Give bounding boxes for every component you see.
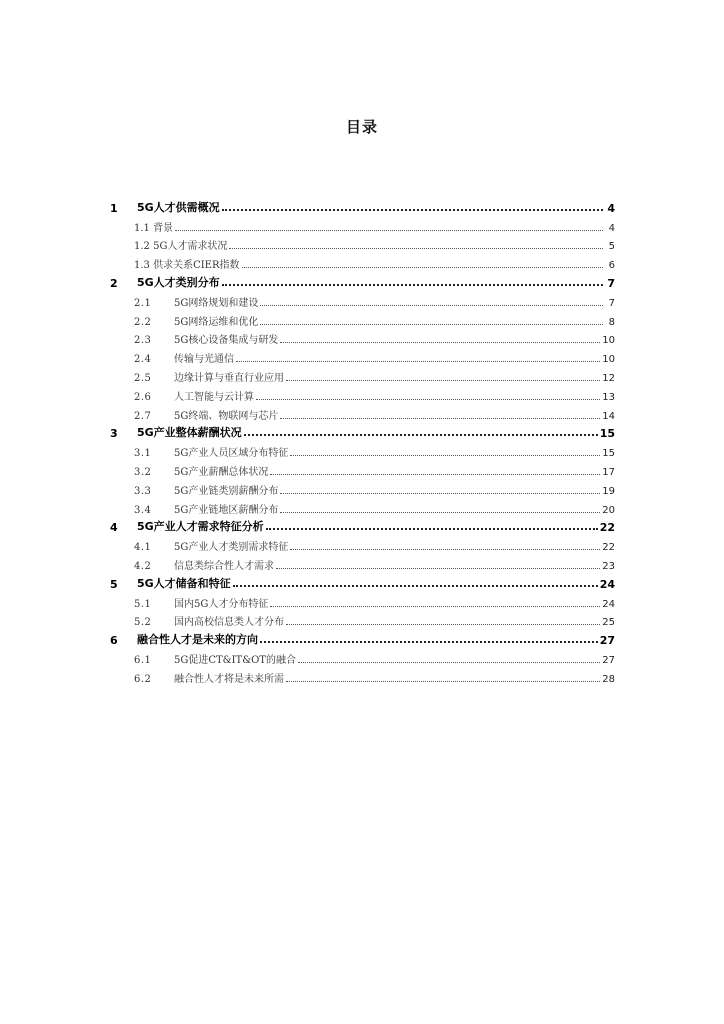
dot-leader	[266, 520, 598, 530]
section-title: 5G产业链地区薪酬分布	[174, 504, 279, 516]
toc-chapter-entry[interactable]	[110, 271, 615, 290]
section-page-number: 17	[602, 466, 615, 478]
section-page-number: 28	[602, 673, 615, 685]
dot-leader	[244, 426, 598, 436]
chapter-title: 融合性人才是未来的方向	[137, 633, 258, 647]
toc-section-entry[interactable]	[110, 215, 615, 234]
toc-chapter-entry[interactable]	[110, 422, 615, 441]
chapter-page-number: 27	[599, 634, 615, 648]
dot-leader	[290, 447, 600, 456]
section-number: 2.5	[134, 372, 152, 384]
section-number: 3.1	[134, 448, 152, 460]
section-page-number: 10	[602, 335, 615, 347]
chapter-number: 4	[110, 521, 118, 535]
page-title: 目录	[345, 118, 378, 136]
section-number: 2.6	[134, 391, 152, 403]
section-page-number: 24	[602, 598, 615, 610]
section-number: 3.4	[134, 504, 152, 516]
section-number: 2.1	[134, 297, 152, 309]
section-title: 5G产业薪酬总体状况	[174, 466, 269, 478]
section-page-number: 25	[602, 617, 615, 629]
dot-leader	[222, 201, 603, 211]
section-number: 6.2	[134, 673, 152, 685]
section-page-number: 10	[602, 354, 615, 366]
toc-section-entry[interactable]	[110, 478, 615, 497]
toc-section-entry[interactable]	[110, 384, 615, 403]
chapter-title: 5G产业人才需求特征分析	[137, 520, 264, 534]
dot-leader	[236, 353, 600, 362]
dot-leader	[270, 598, 600, 607]
dot-leader	[286, 673, 600, 682]
chapter-title: 5G人才类别分布	[137, 275, 220, 289]
section-page-number: 5	[608, 241, 615, 253]
toc-section-entry[interactable]	[110, 666, 615, 685]
section-page-number: 27	[602, 654, 615, 666]
section-number: 5.1	[134, 598, 152, 610]
chapter-number: 6	[110, 634, 118, 648]
section-title: 人工智能与云计算	[174, 391, 254, 403]
dot-leader	[175, 222, 603, 231]
chapter-page-number: 15	[599, 427, 615, 441]
section-title: 5G网络运维和优化	[174, 316, 259, 328]
section-title: 融合性人才将是未来所需	[174, 673, 284, 685]
section-number: 2.2	[134, 316, 152, 328]
toc-section-entry[interactable]	[110, 234, 615, 253]
dot-leader	[229, 240, 603, 249]
section-page-number: 13	[602, 391, 615, 403]
chapter-title: 5G人才储备和特征	[137, 576, 231, 590]
toc-section-entry[interactable]	[110, 290, 615, 309]
section-page-number: 22	[602, 542, 615, 554]
dot-leader	[222, 276, 603, 286]
toc-section-entry[interactable]	[110, 403, 615, 422]
section-number: 4.2	[134, 560, 152, 572]
section-title: 边缘计算与垂直行业应用	[174, 372, 284, 384]
dot-leader	[256, 391, 600, 400]
toc-section-entry[interactable]	[110, 647, 615, 666]
dot-leader	[260, 297, 603, 306]
toc-section-entry[interactable]	[110, 328, 615, 347]
toc-section-entry[interactable]	[110, 553, 615, 572]
toc-chapter-entry[interactable]	[110, 516, 615, 535]
section-title: 传输与光通信	[174, 354, 234, 366]
section-page-number: 14	[602, 410, 615, 422]
section-number: 2.4	[134, 354, 152, 366]
section-page-number: 8	[608, 316, 615, 328]
dot-leader	[270, 466, 600, 475]
section-page-number: 4	[608, 222, 615, 234]
section-title: 5G产业人员区域分布特征	[174, 448, 289, 460]
section-number: 3.2	[134, 466, 152, 478]
section-title: 国内5G人才分布特征	[174, 598, 269, 610]
dot-leader	[260, 316, 603, 325]
section-title: 5G促进CT&IT&OT的融合	[174, 654, 296, 666]
toc-section-entry[interactable]	[110, 440, 615, 459]
toc-section-entry[interactable]	[110, 497, 615, 516]
section-number: 6.1	[134, 654, 152, 666]
chapter-number: 1	[110, 201, 118, 215]
chapter-page-number: 7	[607, 276, 615, 290]
toc-section-entry[interactable]	[110, 534, 615, 553]
dot-leader	[260, 633, 598, 643]
section-title: 5G终端、物联网与芯片	[174, 410, 279, 422]
dot-leader	[290, 541, 600, 550]
section-number: 5.2	[134, 617, 152, 629]
section-number: 2.3	[134, 335, 152, 347]
toc-section-entry[interactable]	[110, 610, 615, 629]
chapter-title: 5G产业整体薪酬状况	[137, 426, 242, 440]
section-title: 5G产业链类别薪酬分布	[174, 485, 279, 497]
chapter-page-number: 24	[599, 577, 615, 591]
section-page-number: 6	[608, 260, 615, 272]
toc-chapter-entry[interactable]	[110, 628, 615, 647]
dot-leader	[280, 485, 600, 494]
section-title: 1.3 供求关系CIER指数	[134, 260, 240, 272]
chapter-number: 2	[110, 276, 118, 290]
section-page-number: 7	[608, 297, 615, 309]
dot-leader	[280, 334, 600, 343]
section-page-number: 15	[602, 448, 615, 460]
dot-leader	[233, 577, 598, 587]
section-page-number: 23	[602, 560, 615, 572]
toc-chapter-entry[interactable]	[110, 196, 615, 215]
section-title: 5G网络规划和建设	[174, 297, 259, 309]
dot-leader	[286, 616, 600, 625]
dot-leader	[242, 259, 603, 268]
chapter-number: 3	[110, 427, 118, 441]
section-title: 信息类综合性人才需求	[174, 560, 274, 572]
dot-leader	[280, 504, 600, 513]
toc-section-entry[interactable]	[110, 459, 615, 478]
section-page-number: 20	[602, 504, 615, 516]
toc-section-entry[interactable]	[110, 591, 615, 610]
toc-section-entry[interactable]	[110, 309, 615, 328]
section-title: 5G核心设备集成与研发	[174, 335, 279, 347]
dot-leader	[276, 560, 600, 569]
toc-section-entry[interactable]	[110, 252, 615, 271]
dot-leader	[298, 654, 600, 663]
chapter-title: 5G人才供需概况	[137, 200, 220, 214]
section-title: 5G产业人才类别需求特征	[174, 542, 289, 554]
section-number: 2.7	[134, 410, 152, 422]
section-page-number: 12	[602, 372, 615, 384]
section-title: 国内高校信息类人才分布	[174, 617, 284, 629]
dot-leader	[280, 410, 600, 419]
section-title: 1.2 5G人才需求状况	[134, 241, 228, 253]
section-title: 1.1 背景	[134, 222, 174, 234]
chapter-number: 5	[110, 577, 118, 591]
section-number: 4.1	[134, 542, 152, 554]
toc-chapter-entry[interactable]	[110, 572, 615, 591]
section-page-number: 19	[602, 485, 615, 497]
toc-section-entry[interactable]	[110, 365, 615, 384]
chapter-page-number: 22	[599, 521, 615, 535]
chapter-page-number: 4	[607, 201, 615, 215]
dot-leader	[286, 372, 600, 381]
table-of-contents	[110, 196, 615, 685]
section-number: 3.3	[134, 485, 152, 497]
toc-section-entry[interactable]	[110, 346, 615, 365]
